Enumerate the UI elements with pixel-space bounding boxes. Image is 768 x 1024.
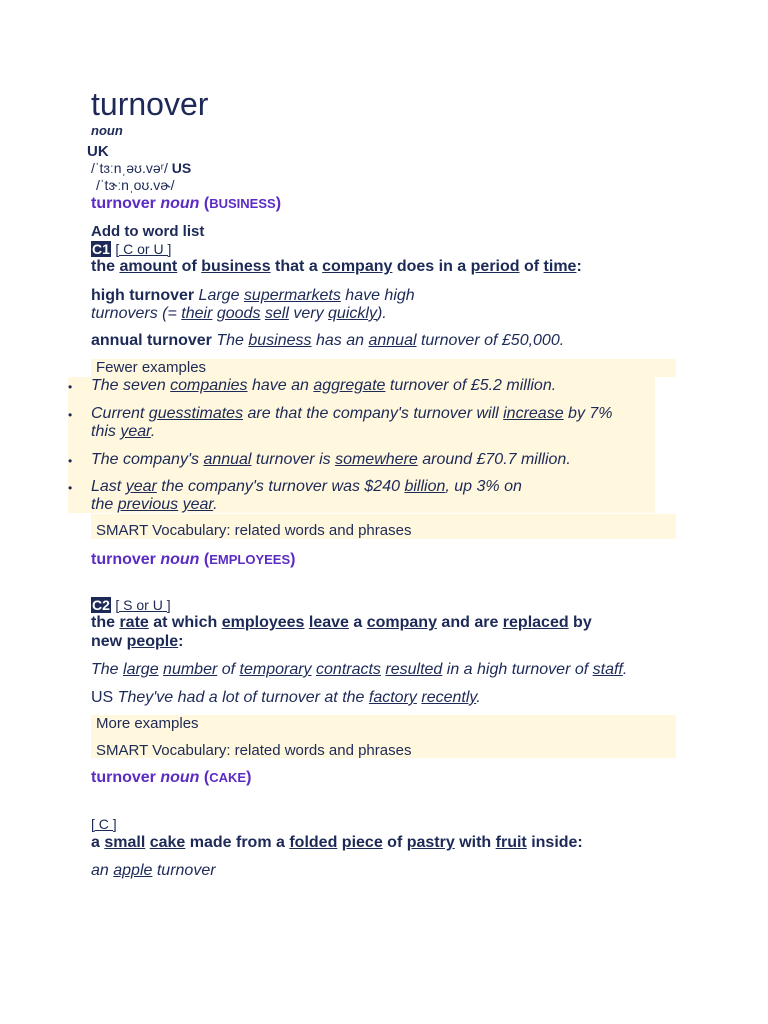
bullet: • <box>68 454 73 468</box>
level-grammar-row <box>91 597 171 615</box>
more-example: Current guesstimates are that the company's turnover will increase by 7% <box>91 405 613 422</box>
word-link[interactable]: business <box>201 258 271 275</box>
example-sentence: The large number of temporary contracts resulted in a high turnover of staff. <box>91 661 628 678</box>
example-sentence: an apple turnover <box>91 862 216 879</box>
more-example: Last year the company's turnover was $240 billion, up 3% on <box>91 478 522 495</box>
part-of-speech: noun <box>91 123 123 138</box>
sense-header-employees: turnover noun (EMPLOYEES) <box>91 551 296 568</box>
us-pronunciation: /ˈtɝːnˌoʊ.vɚ/ <box>96 177 175 193</box>
sense-header-cake: turnover noun (CAKE) <box>91 769 252 786</box>
more-example: The seven companies have an aggregate turnover of £5.2 million. <box>91 377 557 394</box>
word-link[interactable]: time <box>543 258 577 275</box>
more-example-cont: this year. <box>91 423 156 440</box>
uk-pronunciation: /ˈtɜːnˌəʊ.vəʳ/ US <box>91 160 192 176</box>
more-example-cont: the previous year. <box>91 496 218 513</box>
smart-vocabulary-link[interactable]: SMART Vocabulary: related words and phrases <box>91 514 676 539</box>
definition: the rate at which employees leave a company and are replaced by <box>91 614 592 631</box>
smart-vocabulary-link[interactable]: SMART Vocabulary: related words and phrases <box>96 742 412 759</box>
more-examples-panel <box>91 715 676 758</box>
level-grammar-row <box>91 241 171 259</box>
bullet: • <box>68 380 73 394</box>
level-badge: C1 <box>92 241 110 257</box>
headword: turnover <box>91 86 209 122</box>
definition-cont: new people: <box>91 633 184 650</box>
example-sentence: US They've had a lot of turnover at the factory recently. <box>91 689 481 706</box>
add-to-word-list-button[interactable]: Add to word list <box>91 223 205 240</box>
more-example: The company's annual turnover is somewhere around £70.7 million. <box>91 451 571 468</box>
grammar-code: [ S or U ] <box>115 597 171 613</box>
grammar-code: [ C or U ] <box>115 241 172 257</box>
example-sentence-cont: turnovers (= their goods sell very quickly). <box>91 305 387 322</box>
word-link[interactable]: period <box>470 258 520 275</box>
sense-header-business: turnover noun (BUSINESS) <box>91 195 282 212</box>
bullet: • <box>68 408 73 422</box>
bullet: • <box>68 481 73 495</box>
more-examples-toggle[interactable]: More examples <box>96 715 199 732</box>
example-sentence: high turnover Large supermarkets have high <box>91 287 415 304</box>
us-label: US <box>171 160 192 176</box>
definition: a small cake made from a folded piece of pastry with fruit inside: <box>91 834 583 851</box>
level-badge: C2 <box>92 597 110 613</box>
word-link[interactable]: amount <box>119 258 178 275</box>
word-link[interactable]: company <box>322 258 393 275</box>
fewer-examples-header[interactable]: Fewer examples <box>91 359 676 377</box>
grammar-code: [ C ] <box>91 816 117 832</box>
definition: the amount of business that a company does in a period of time: <box>91 258 582 275</box>
uk-label: UK <box>87 143 109 160</box>
example-sentence: annual turnover The business has an annual turnover of £50,000. <box>91 332 565 349</box>
